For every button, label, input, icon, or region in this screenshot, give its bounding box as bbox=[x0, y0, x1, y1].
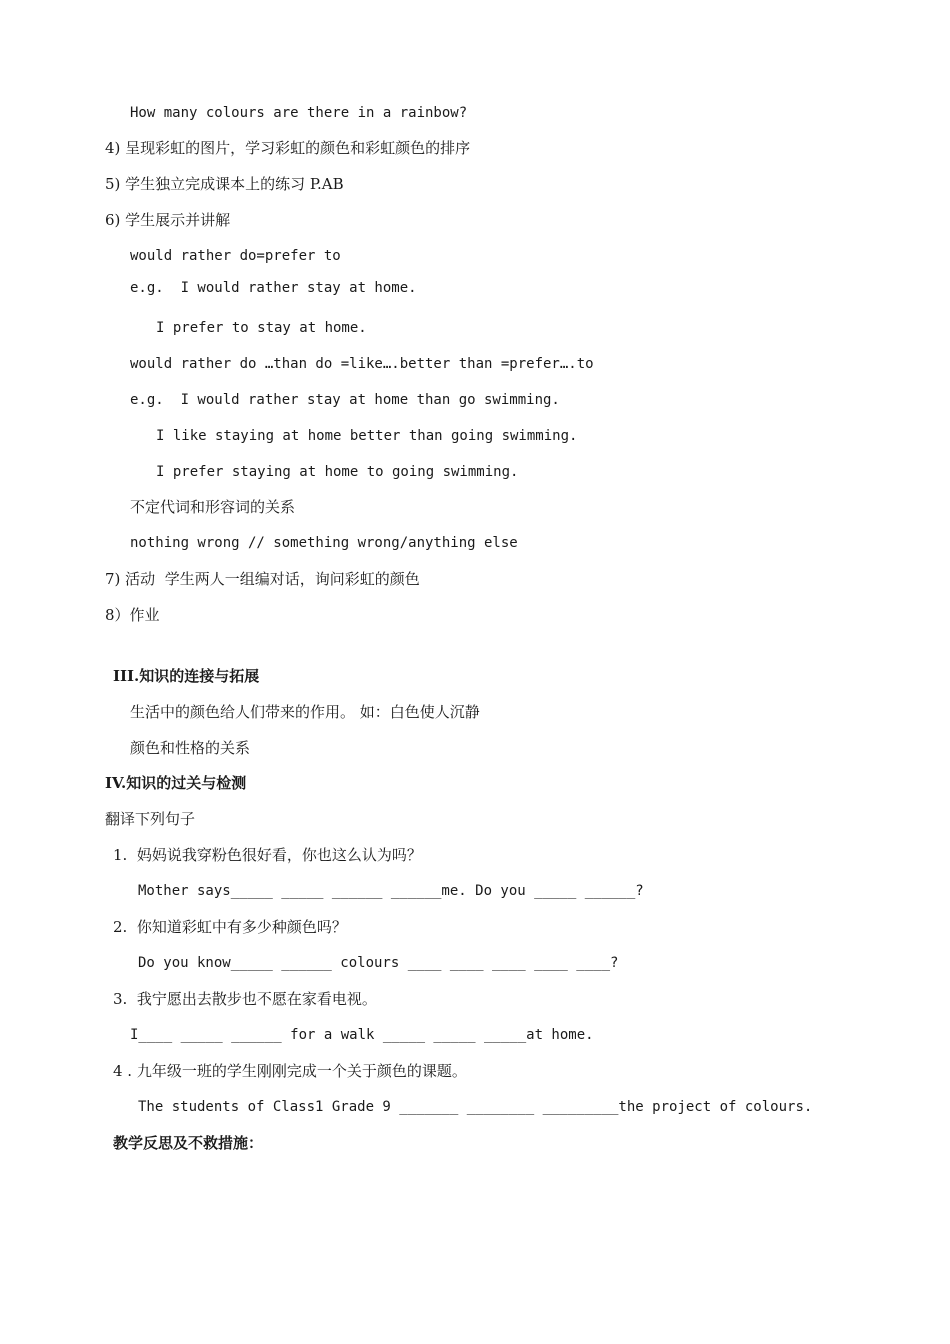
example-line: I prefer to stay at home. bbox=[156, 320, 367, 336]
question-item: 4 . 九年级一班的学生刚刚完成一个关于颜色的课题。 bbox=[113, 1062, 467, 1080]
list-item: 6) 学生展示并讲解 bbox=[105, 211, 231, 229]
example-line: e.g. I would rather stay at home. bbox=[130, 280, 417, 296]
section-heading: III.知识的连接与拓展 bbox=[113, 667, 260, 685]
text-line: 颜色和性格的关系 bbox=[130, 739, 251, 757]
example-line: I prefer staying at home to going swimming. bbox=[156, 464, 519, 480]
list-item: 5) 学生独立完成课本上的练习 P.AB bbox=[105, 175, 344, 193]
text-line: How many colours are there in a rainbow? bbox=[130, 105, 468, 121]
section-heading: IV.知识的过关与检测 bbox=[105, 774, 247, 792]
question-item: 2. 你知道彩虹中有多少种颜色吗？ bbox=[113, 918, 347, 936]
text-line: 生活中的颜色给人们带来的作用。 如：白色使人沉静 bbox=[130, 703, 480, 721]
answer-line: The students of Class1 Grade 9 _______ ________ _________the project of colours. bbox=[138, 1099, 813, 1115]
answer-line: Do you know_____ ______ colours ____ ____ ____ ____ ____? bbox=[138, 955, 619, 971]
question-item: 1. 妈妈说我穿粉色很好看，你也这么认为吗？ bbox=[113, 846, 422, 864]
text-line: would rather do …than do =like….better than =prefer….to bbox=[130, 356, 594, 372]
question-item: 3. 我宁愿出去散步也不愿在家看电视。 bbox=[113, 990, 377, 1008]
text-line: nothing wrong // something wrong/anything else bbox=[130, 535, 518, 551]
text-line: would rather do=prefer to bbox=[130, 248, 341, 264]
text-line: 不定代词和形容词的关系 bbox=[130, 498, 296, 516]
list-item: 8）作业 bbox=[105, 606, 160, 624]
text-line: 翻译下列句子 bbox=[105, 810, 196, 828]
section-heading: 教学反思及不救措施： bbox=[113, 1134, 264, 1152]
answer-line: I____ _____ ______ for a walk _____ _____ _____at home. bbox=[130, 1027, 594, 1043]
list-item: 7) 活动 学生两人一组编对话，询问彩虹的颜色 bbox=[105, 570, 420, 588]
example-line: e.g. I would rather stay at home than go swimming. bbox=[130, 392, 560, 408]
answer-line: Mother says_____ _____ ______ ______me. Do you _____ ______? bbox=[138, 883, 644, 899]
list-item: 4) 呈现彩虹的图片，学习彩虹的颜色和彩虹颜色的排序 bbox=[105, 139, 471, 157]
example-line: I like staying at home better than going swimming. bbox=[156, 428, 578, 444]
